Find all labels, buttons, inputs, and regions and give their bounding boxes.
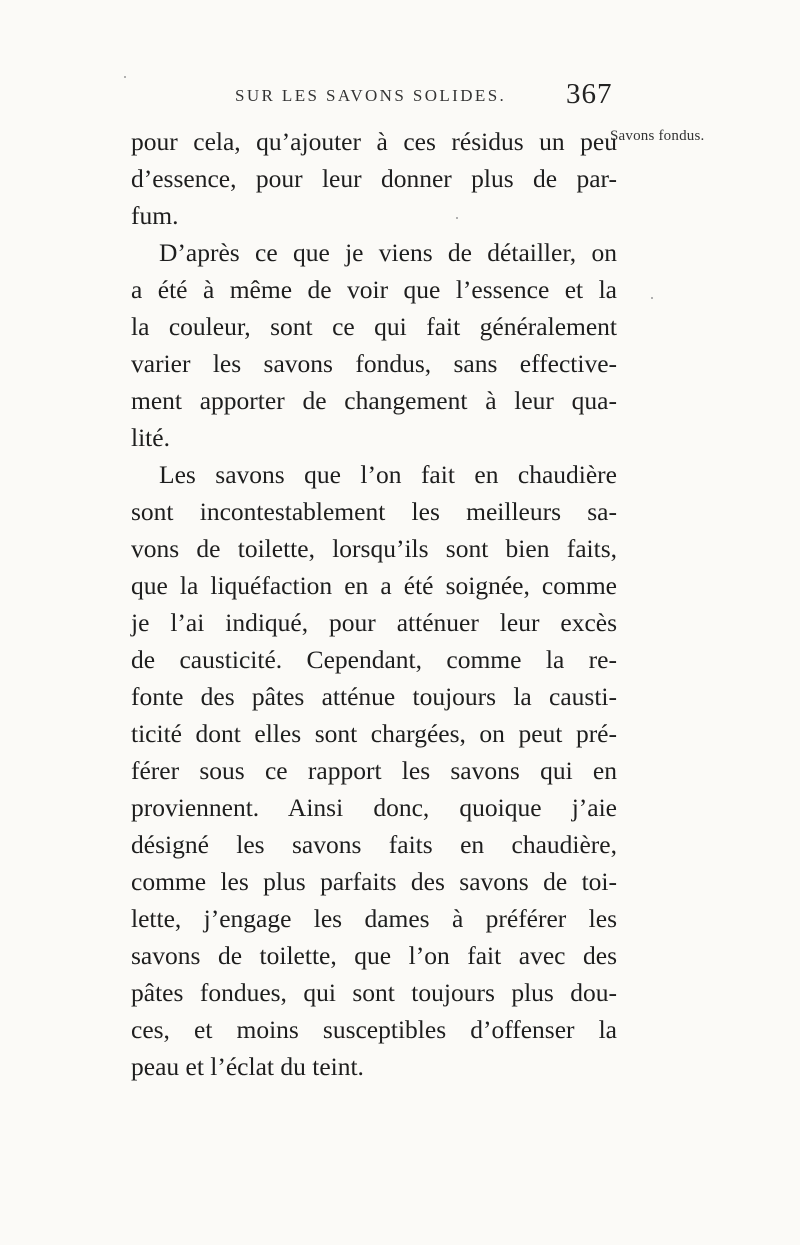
text-line: de causticité. Cependant, comme la re- bbox=[131, 645, 617, 674]
text-line: ticité dont elles sont chargées, on peut pré- bbox=[131, 719, 617, 748]
text-line: vons de toilette, lorsqu’ils sont bien faits, bbox=[131, 534, 617, 563]
paragraph-start-line: D’après ce que je viens de détailler, on bbox=[159, 238, 617, 267]
text-line: la couleur, sont ce qui fait généralement bbox=[131, 312, 617, 341]
paper-speck bbox=[456, 217, 458, 219]
margin-note: Savons fondus. bbox=[610, 128, 705, 144]
text-line: que la liquéfaction en a été soignée, comme bbox=[131, 571, 617, 600]
text-line: sont incontestablement les meilleurs sa- bbox=[131, 497, 617, 526]
paper-speck bbox=[651, 297, 653, 299]
text-line: pâtes fondues, qui sont toujours plus dou- bbox=[131, 978, 617, 1007]
text-line: désigné les savons faits en chaudière, bbox=[131, 830, 617, 859]
text-line: peau et l’éclat du teint. bbox=[131, 1052, 364, 1081]
text-line: fonte des pâtes atténue toujours la causti- bbox=[131, 682, 617, 711]
text-line: ment apporter de changement à leur qua- bbox=[131, 386, 617, 415]
text-line: lité. bbox=[131, 423, 170, 452]
paper-speck bbox=[124, 76, 126, 78]
text-line: a été à même de voir que l’essence et la bbox=[131, 275, 617, 304]
text-line: proviennent. Ainsi donc, quoique j’aie bbox=[131, 793, 617, 822]
text-line: d’essence, pour leur donner plus de par- bbox=[131, 164, 617, 193]
text-line: férer sous ce rapport les savons qui en bbox=[131, 756, 617, 785]
page-number: 367 bbox=[566, 78, 613, 110]
text-line: ces, et moins susceptibles d’offenser la bbox=[131, 1015, 617, 1044]
running-head: SUR LES SAVONS SOLIDES. bbox=[235, 86, 507, 105]
text-line: je l’ai indiqué, pour atténuer leur excès bbox=[131, 608, 617, 637]
text-line: comme les plus parfaits des savons de toi- bbox=[131, 867, 617, 896]
text-line: savons de toilette, que l’on fait avec des bbox=[131, 941, 617, 970]
text-line: varier les savons fondus, sans effective- bbox=[131, 349, 617, 378]
text-line: lette, j’engage les dames à préférer les bbox=[131, 904, 617, 933]
text-line: fum. bbox=[131, 201, 179, 230]
paragraph-start-line: Les savons que l’on fait en chaudière bbox=[159, 460, 617, 489]
text-line: pour cela, qu’ajouter à ces résidus un peu bbox=[131, 127, 617, 156]
